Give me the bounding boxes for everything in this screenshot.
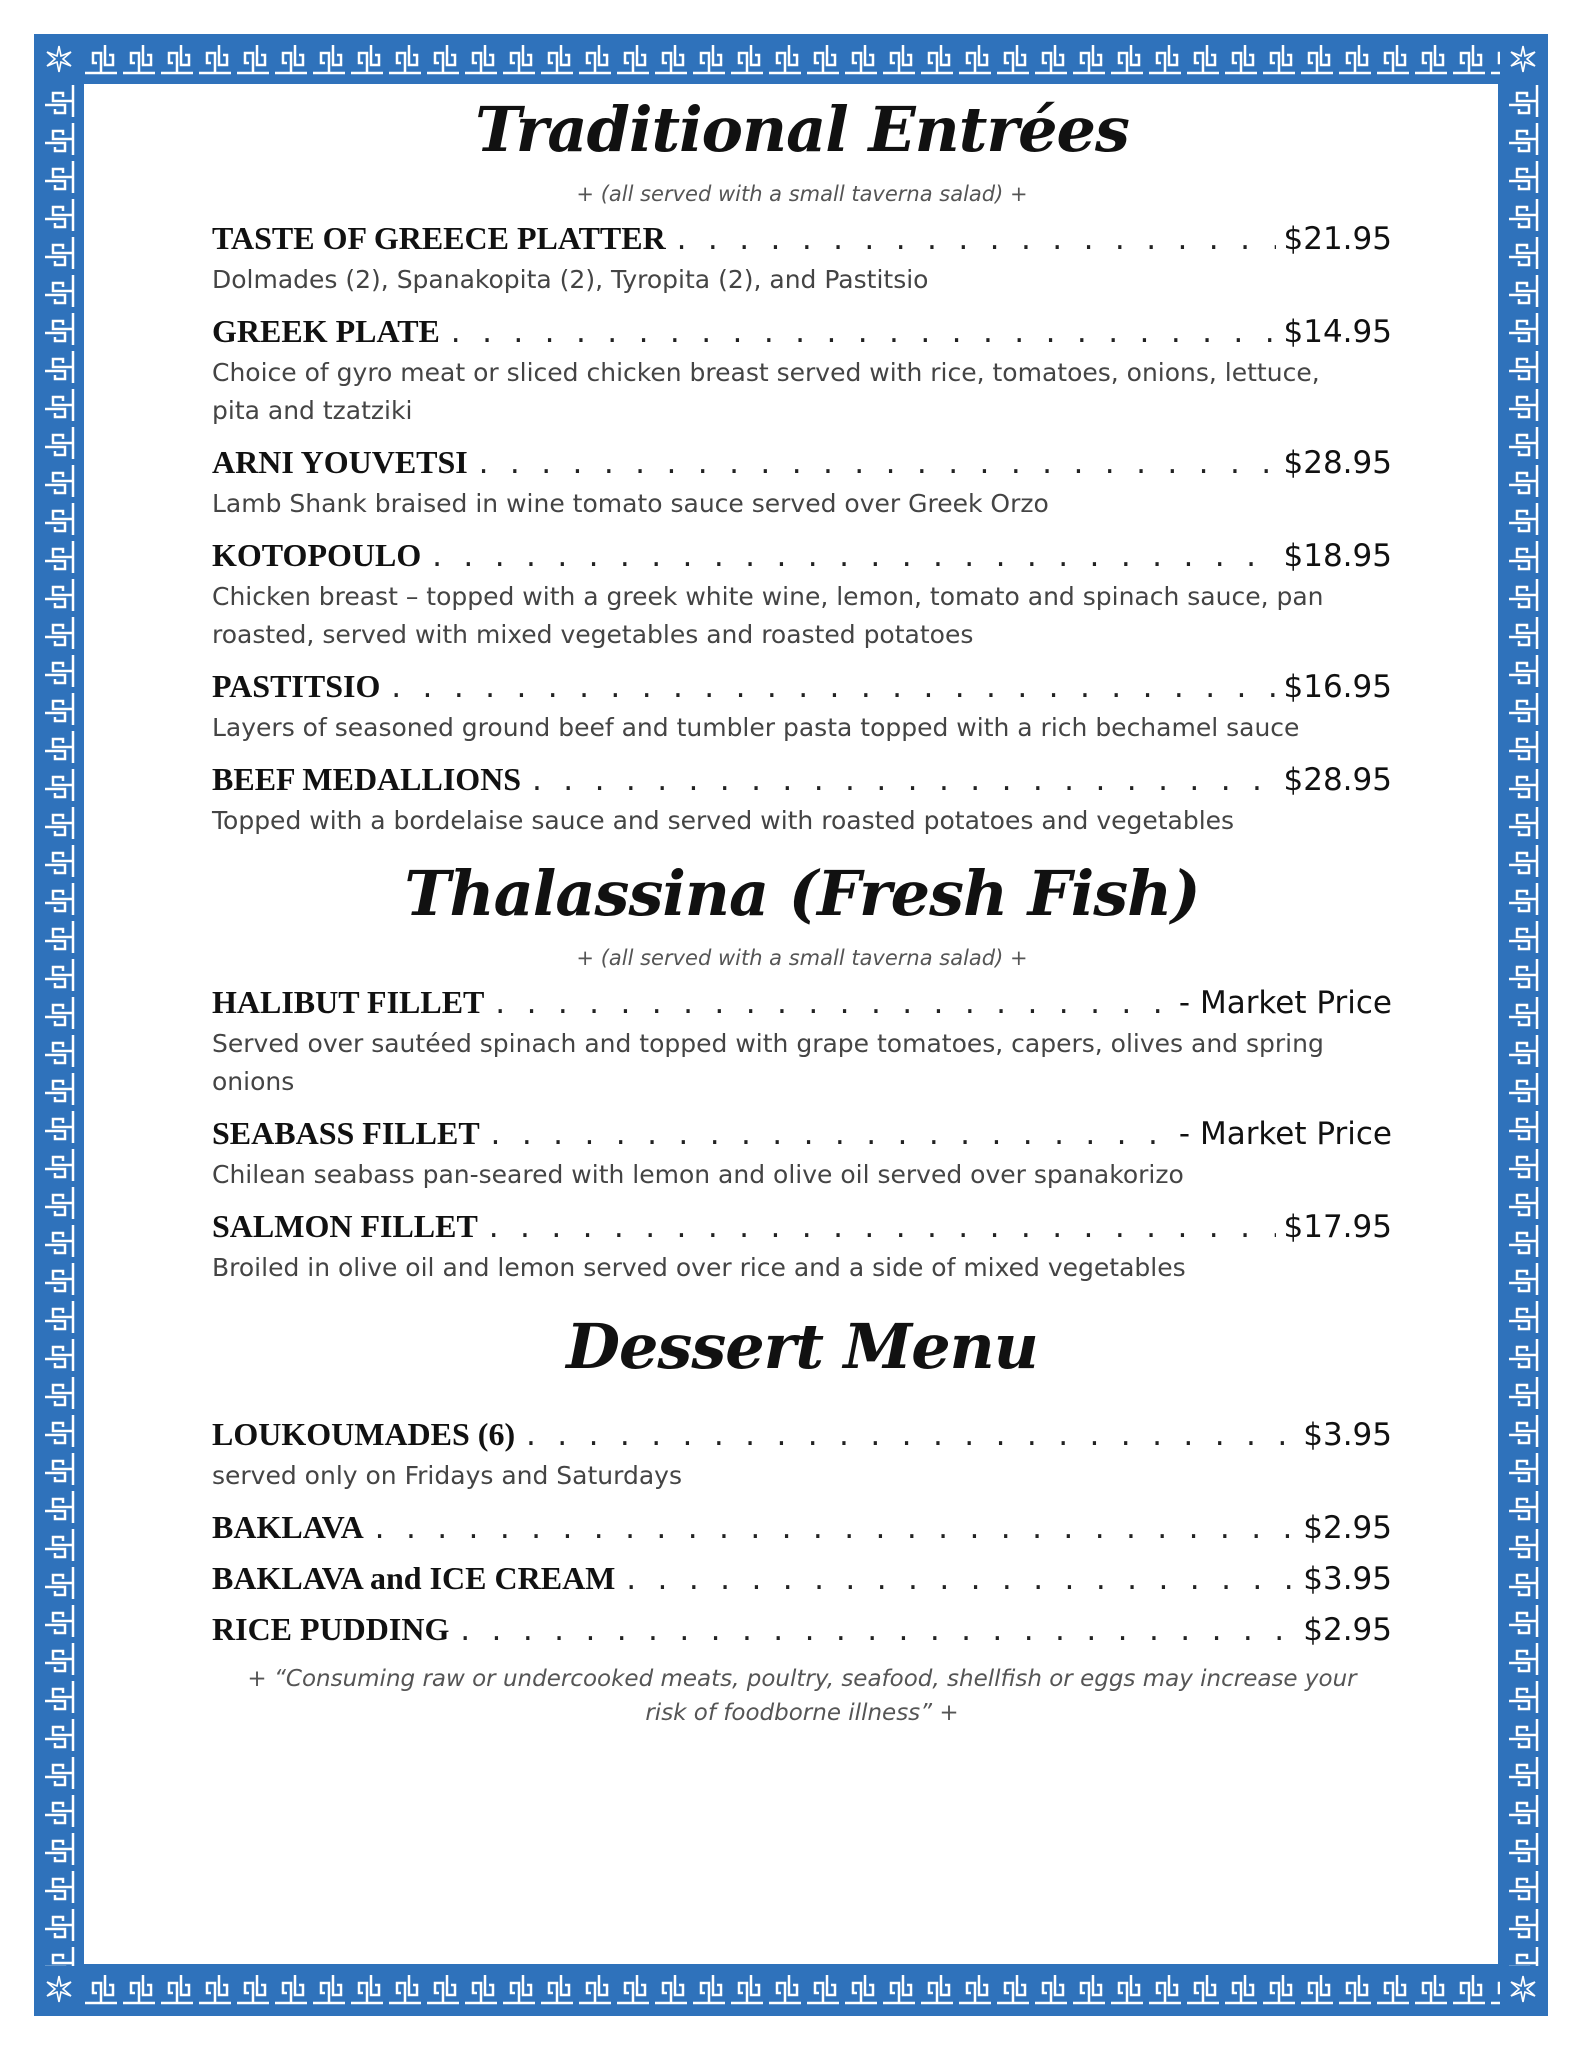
menu-item <box>212 537 1392 654</box>
item-name: PASTITSIO <box>212 668 381 705</box>
star-ornament-icon <box>40 40 78 78</box>
item-description: served only on Fridays and Saturdays <box>212 1460 682 1490</box>
item-description: Broiled in olive oil and lemon served over rice and a side of mixed vegetables <box>212 1253 1186 1283</box>
health-warning-note: + “Consuming raw or undercooked meats, poultry, seafood, shellfish or eggs may increase your risk of foodborne illness” + <box>247 1665 1357 1726</box>
menu-item <box>212 444 1392 523</box>
menu-item <box>212 1611 1392 1648</box>
item-name: SALMON FILLET <box>212 1208 478 1245</box>
dot-leader <box>457 1617 1295 1647</box>
item-name: BAKLAVA <box>212 1508 364 1545</box>
menu-item <box>212 313 1392 430</box>
item-name: HALIBUT FILLET <box>212 984 485 1021</box>
dot-leader <box>492 990 1171 1020</box>
item-name: SEABASS FILLET <box>212 1115 480 1152</box>
section-title: Thalassina (Fresh Fish) <box>404 857 1200 931</box>
item-description: Dolmades (2), Spanakopita (2), Tyropita (2), and Pastitsio <box>212 265 929 295</box>
item-description: Chicken breast – topped with a greek white wine, lemon, tomato and spinach sauce, pan roasted, served with mixed vegetables and roasted potatoes <box>212 582 1324 650</box>
item-name: RICE PUDDING <box>212 1610 450 1647</box>
menu-item <box>212 1560 1392 1597</box>
item-price: $18.95 <box>1283 538 1392 575</box>
item-name: TASTE OF GREECE PLATTER <box>212 220 666 257</box>
item-description: Layers of seasoned ground beef and tumbler pasta topped with a rich bechamel sauce <box>212 713 1300 743</box>
section-note: + (all served with a small taverna salad) + <box>576 182 1028 207</box>
item-description: Lamb Shank braised in wine tomato sauce served over Greek Orzo <box>212 489 1049 519</box>
greek-key-border-bottom <box>82 1970 1500 2008</box>
star-ornament-icon <box>1504 1970 1542 2008</box>
item-price: - Market Price <box>1178 985 1392 1022</box>
dot-leader <box>476 450 1276 480</box>
greek-key-border-right <box>1504 82 1542 1966</box>
item-description: Served over sautéed spinach and topped with grape tomatoes, capers, olives and spring onions <box>212 1029 1324 1097</box>
item-price: - Market Price <box>1178 1116 1392 1153</box>
item-name: GREEK PLATE <box>212 313 440 350</box>
section-title: Dessert Menu <box>566 1310 1038 1384</box>
item-name: LOUKOUMADES (6) <box>212 1415 516 1452</box>
menu-item <box>212 668 1392 747</box>
item-price: $14.95 <box>1283 314 1392 351</box>
menu-item <box>212 1115 1392 1194</box>
dot-leader <box>372 1515 1295 1545</box>
star-ornament-icon <box>40 1970 78 2008</box>
section-note: + (all served with a small taverna salad) + <box>576 946 1028 971</box>
menu-item <box>212 220 1392 299</box>
item-price: $16.95 <box>1283 669 1392 706</box>
item-name: BEEF MEDALLIONS <box>212 761 522 798</box>
dot-leader <box>486 1214 1276 1244</box>
item-price: $2.95 <box>1303 1509 1392 1546</box>
dot-leader <box>623 1566 1295 1596</box>
dot-leader <box>523 1422 1295 1452</box>
section-fresh-fish <box>212 857 1392 1287</box>
item-description: Topped with a bordelaise sauce and served with roasted potatoes and vegetables <box>212 806 1235 836</box>
section-traditional-entrees <box>212 93 1392 840</box>
menu-item <box>212 1416 1392 1495</box>
item-price: $28.95 <box>1283 445 1392 482</box>
item-name: KOTOPOULO <box>212 537 422 574</box>
item-price: $3.95 <box>1303 1560 1392 1597</box>
item-price: $28.95 <box>1283 762 1392 799</box>
section-title: Traditional Entrées <box>475 93 1129 166</box>
item-price: $21.95 <box>1283 221 1392 258</box>
dot-leader <box>529 767 1275 797</box>
menu-item <box>212 761 1392 840</box>
item-description: Choice of gyro meat or sliced chicken breast served with rice, tomatoes, onions, lettuce, pita and tzatziki <box>212 358 1320 426</box>
menu-item <box>212 1509 1392 1546</box>
menu-content <box>212 93 1392 1730</box>
item-name: BAKLAVA and ICE CREAM <box>212 1559 616 1596</box>
menu-item <box>212 984 1392 1101</box>
dot-leader <box>429 543 1275 573</box>
dot-leader <box>388 674 1275 704</box>
dot-leader <box>488 1121 1171 1151</box>
dot-leader <box>674 226 1276 256</box>
greek-key-border-top <box>82 40 1500 78</box>
item-price: $3.95 <box>1303 1416 1392 1453</box>
star-ornament-icon <box>1504 40 1542 78</box>
item-name: ARNI YOUVETSI <box>212 444 468 481</box>
greek-key-border-left <box>40 82 78 1966</box>
menu-item <box>212 1208 1392 1287</box>
item-price: $2.95 <box>1303 1611 1392 1648</box>
dot-leader <box>448 319 1276 349</box>
section-dessert-menu <box>212 1310 1392 1648</box>
item-price: $17.95 <box>1283 1209 1392 1246</box>
item-description: Chilean seabass pan-seared with lemon and olive oil served over spanakorizo <box>212 1160 1184 1190</box>
